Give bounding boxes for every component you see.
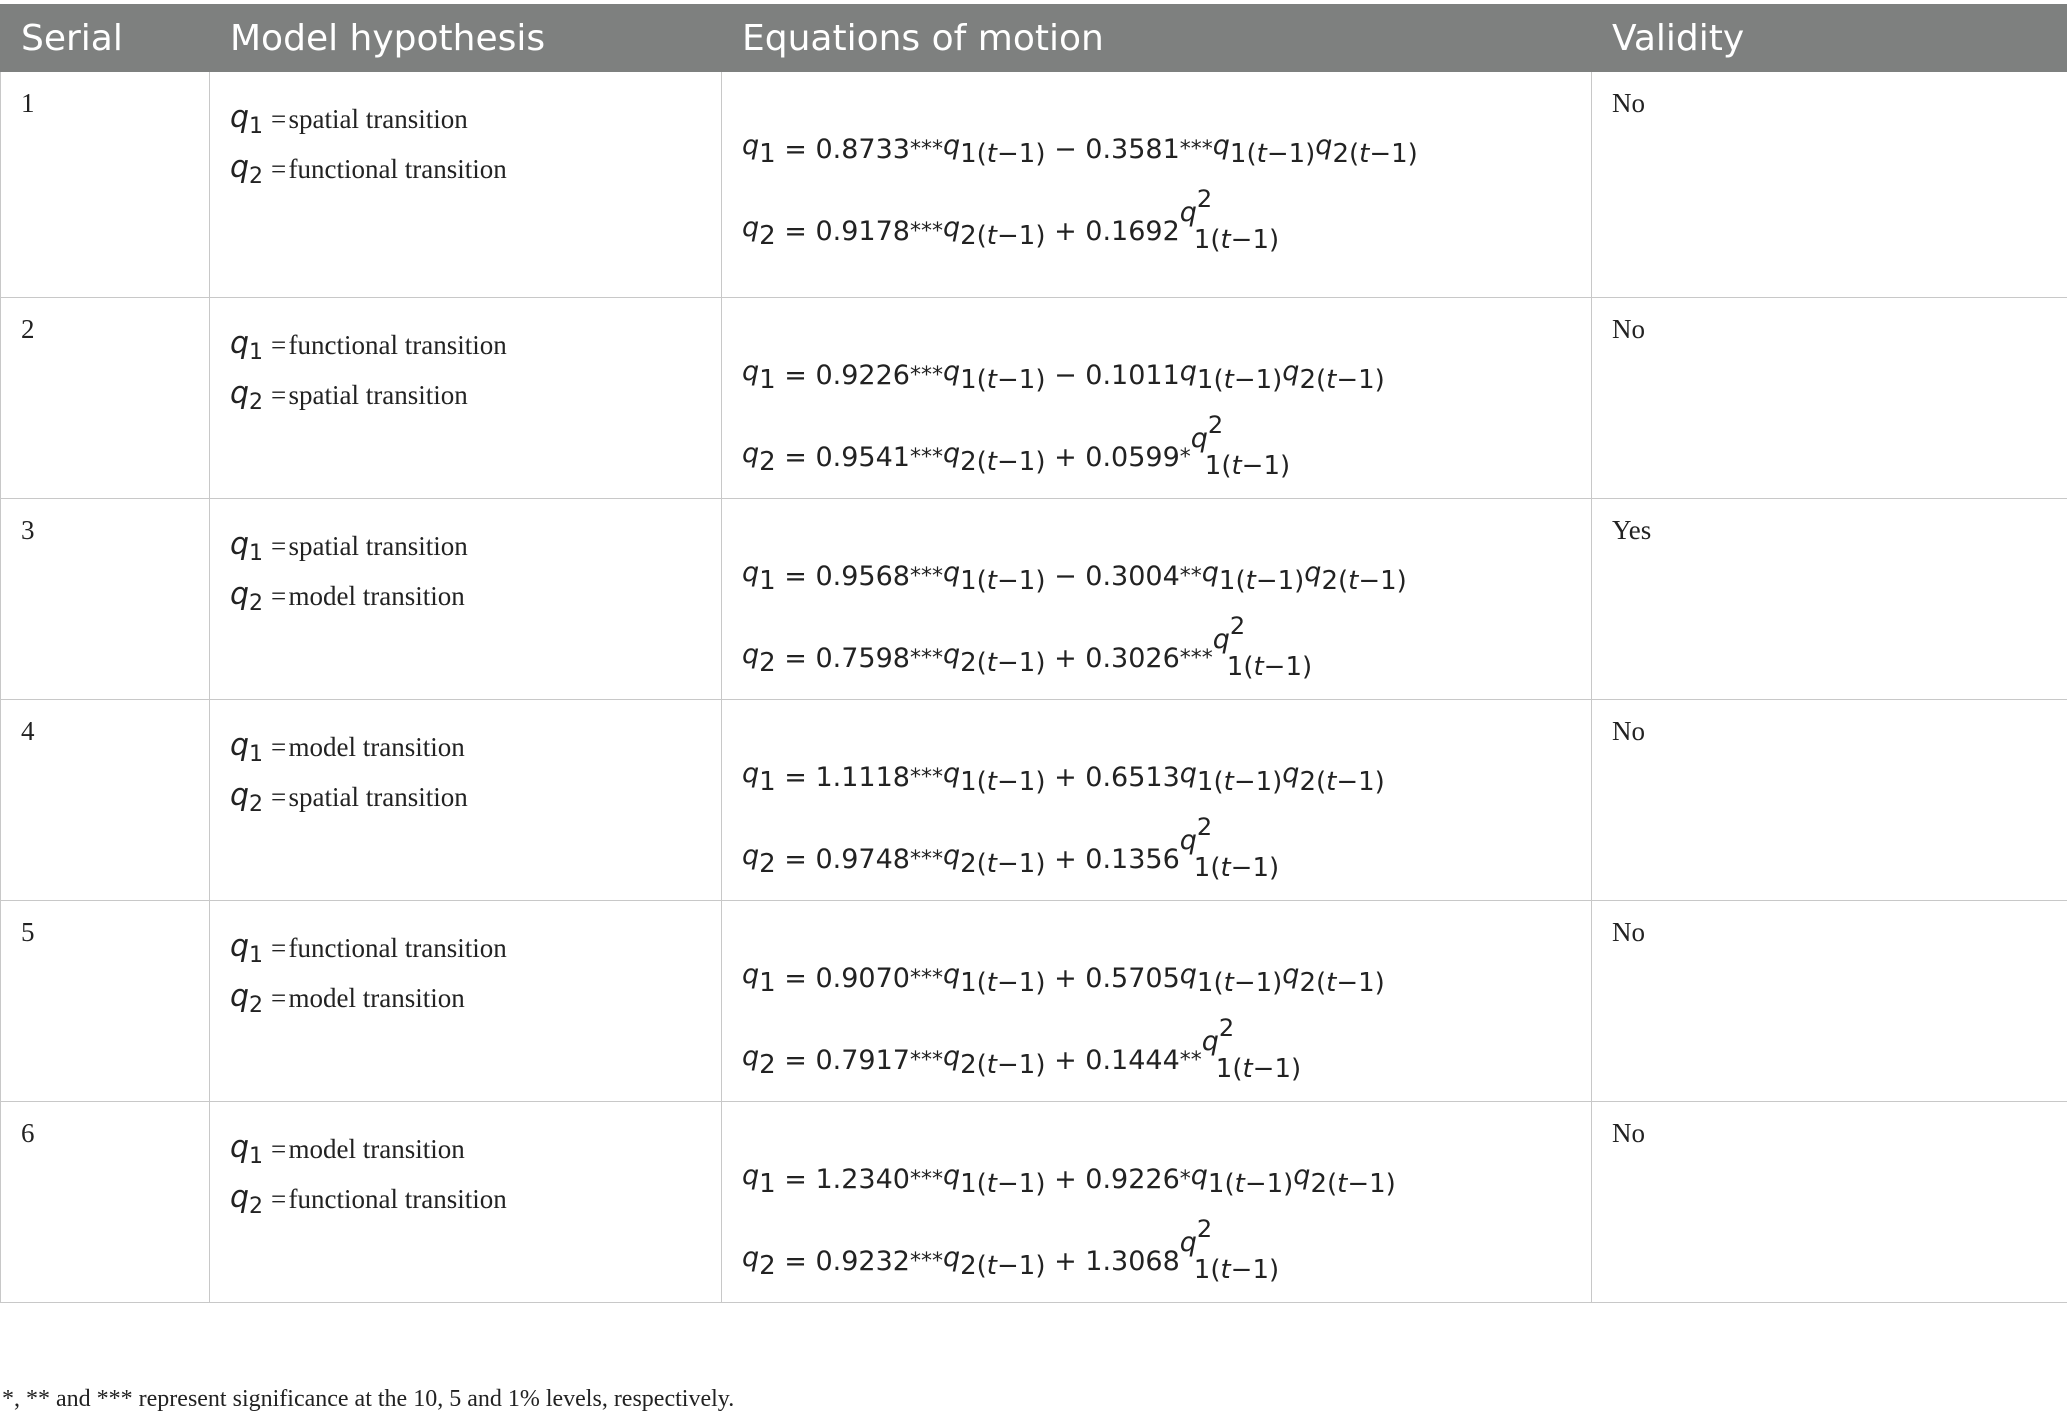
significance-stars: *** — [909, 563, 943, 589]
squared-lag-term: q2 1(t−1) — [1179, 1215, 1280, 1285]
q2-variable: $q_2$ — [230, 777, 264, 817]
coefficient: 0.9178 — [815, 215, 910, 247]
operator: + — [1054, 215, 1077, 247]
coefficient: 0.3004 — [1085, 560, 1180, 592]
header-model-hypothesis: Model hypothesis — [210, 5, 722, 72]
hypothesis-label: model transition — [288, 1133, 465, 1164]
lag-term: q1(t−1) — [942, 556, 1046, 596]
table-body — [1, 72, 2067, 1303]
coefficient: 0.9232 — [815, 1245, 910, 1277]
coefficient: 0.9568 — [815, 560, 910, 592]
lag-term: q1(t−1) — [942, 757, 1046, 797]
significance-stars: ** — [1179, 563, 1202, 589]
q2-symbol: q2 — [742, 1241, 776, 1281]
significance-stars: *** — [909, 645, 943, 671]
q2-symbol: q2 — [742, 839, 776, 879]
hypothesis-line-q1: $q_1$ = spatial transition — [230, 526, 468, 566]
coefficient: 0.6513 — [1085, 761, 1180, 793]
validity-cell: No — [1592, 700, 2067, 901]
coefficient: 1.1118 — [815, 761, 910, 793]
coefficient: 0.1692 — [1085, 215, 1180, 247]
lag-term: q1(t−1) — [1179, 757, 1283, 797]
lag-term: q2(t−1) — [942, 1241, 1046, 1281]
table-row — [1, 499, 2067, 700]
equation-q1: q1 = 0.9070 *** q1(t−1) + 0.5705 q1(t−1) q2(t−1) — [742, 958, 1385, 998]
significance-stars: *** — [909, 1248, 943, 1274]
operator: + — [1054, 761, 1077, 793]
equations-cell — [722, 1102, 1592, 1303]
table-row — [1, 1102, 2067, 1303]
motion-equations-table — [0, 4, 2067, 1303]
significance-stars: *** — [909, 1047, 943, 1073]
equations-cell — [722, 700, 1592, 901]
equation-q2: q2 = 0.9178 *** q2(t−1) + 0.1692 q2 1(t−1) — [742, 190, 1591, 272]
serial-cell: 5 — [1, 901, 210, 1102]
coefficient: 0.8733 — [815, 133, 910, 165]
lag-term: q2(t−1) — [1282, 958, 1385, 998]
q1-symbol: q1 — [742, 556, 776, 596]
serial-cell: 3 — [1, 499, 210, 700]
header-validity: Validity — [1592, 5, 2067, 72]
hypothesis-label: spatial transition — [288, 530, 468, 561]
hypothesis-line-q2: $q_2$ = spatial transition — [230, 777, 468, 817]
hypothesis-label: model transition — [288, 982, 465, 1013]
operator: − — [1054, 560, 1077, 592]
hypothesis-line-q2: $q_2$ = spatial transition — [230, 375, 468, 415]
coefficient: 0.1011 — [1085, 359, 1180, 391]
lag-term: q1(t−1) — [1190, 1159, 1294, 1199]
squared-lag-term: q2 1(t−1) — [1179, 813, 1280, 883]
lag-term: q2(t−1) — [942, 638, 1046, 678]
serial-cell: 2 — [1, 298, 210, 499]
equation-q1: q1 = 0.9568 *** q1(t−1) − 0.3004 ** q1(t−1) q2(t−1) — [742, 556, 1407, 596]
lag-term: q1(t−1) — [942, 958, 1046, 998]
validity-cell: No — [1592, 1102, 2067, 1303]
coefficient: 0.0599 — [1085, 441, 1180, 473]
hypothesis-cell — [210, 298, 722, 499]
equations-cell — [722, 298, 1592, 499]
equations-cell — [722, 901, 1592, 1102]
lag-term: q1(t−1) — [1201, 556, 1305, 596]
equation-q2: q2 = 0.9748 *** q2(t−1) + 0.1356 q2 1(t−1) — [742, 818, 1591, 900]
operator: + — [1054, 642, 1077, 674]
operator: + — [1054, 1245, 1077, 1277]
q1-symbol: q1 — [742, 1159, 776, 1199]
q1-symbol: q1 — [742, 757, 776, 797]
table-row — [1, 72, 2067, 298]
coefficient: 0.7917 — [815, 1044, 910, 1076]
q1-symbol: q1 — [742, 958, 776, 998]
equation-q2: q2 = 0.7598 *** q2(t−1) + 0.3026 *** q2 1(t−1) — [742, 617, 1591, 699]
coefficient: 0.9226 — [1085, 1163, 1180, 1195]
squared-lag-term: q2 1(t−1) — [1179, 185, 1280, 255]
coefficient: 0.5705 — [1085, 962, 1180, 994]
hypothesis-line-q2: $q_2$ = model transition — [230, 576, 465, 616]
q2-symbol: q2 — [742, 1040, 776, 1080]
hypothesis-label: functional transition — [288, 1183, 507, 1214]
table-footnote: *, ** and *** represent significance at the 10, 5 and 1% levels, respectively. — [2, 1386, 735, 1412]
hypothesis-label: spatial transition — [288, 781, 468, 812]
lag-term: q1(t−1) — [942, 129, 1046, 169]
coefficient: 0.3026 — [1085, 642, 1180, 674]
q2-variable: $q_2$ — [230, 1179, 264, 1219]
equation-q2: q2 = 0.7917 *** q2(t−1) + 0.1444 ** q2 1(t−1) — [742, 1019, 1591, 1101]
significance-stars: *** — [909, 362, 943, 388]
lag-term: q2(t−1) — [942, 437, 1046, 477]
lag-term: q1(t−1) — [942, 1159, 1046, 1199]
table-row — [1, 298, 2067, 499]
squared-lag-term: q2 1(t−1) — [1212, 612, 1313, 682]
significance-stars: *** — [909, 218, 943, 244]
q2-symbol: q2 — [742, 638, 776, 678]
lag-term: q2(t−1) — [1315, 129, 1418, 169]
coefficient: 0.7598 — [815, 642, 910, 674]
hypothesis-line-q1: $q_1$ = functional transition — [230, 325, 507, 365]
q1-variable: $q_1$ — [230, 325, 264, 365]
significance-stars: *** — [909, 1166, 943, 1192]
equation-q1: q1 = 1.1118 *** q1(t−1) + 0.6513 q1(t−1) q2(t−1) — [742, 757, 1385, 797]
q2-variable: $q_2$ — [230, 375, 264, 415]
validity-cell: No — [1592, 298, 2067, 499]
hypothesis-label: spatial transition — [288, 379, 468, 410]
lag-term: q2(t−1) — [1282, 355, 1385, 395]
operator: − — [1054, 133, 1077, 165]
serial-cell: 4 — [1, 700, 210, 901]
coefficient: 0.1356 — [1085, 843, 1180, 875]
hypothesis-label: spatial transition — [288, 103, 468, 134]
equation-q2: q2 = 0.9232 *** q2(t−1) + 1.3068 q2 1(t−1) — [742, 1220, 1591, 1302]
q2-symbol: q2 — [742, 437, 776, 477]
q2-variable: $q_2$ — [230, 576, 264, 616]
hypothesis-label: functional transition — [288, 932, 507, 963]
lag-term: q2(t−1) — [1282, 757, 1385, 797]
significance-stars: *** — [909, 846, 943, 872]
significance-stars: *** — [1179, 136, 1213, 162]
hypothesis-label: model transition — [288, 580, 465, 611]
table-row — [1, 700, 2067, 901]
lag-term: q2(t−1) — [942, 211, 1046, 251]
significance-stars: *** — [909, 136, 943, 162]
significance-stars: *** — [909, 965, 943, 991]
equation-q1: q1 = 0.9226 *** q1(t−1) − 0.1011 q1(t−1) q2(t−1) — [742, 355, 1385, 395]
serial-cell: 1 — [1, 72, 210, 298]
header-row — [1, 5, 2067, 72]
equation-q1: q1 = 0.8733 *** q1(t−1) − 0.3581 *** q1(t−1) q2(t−1) — [742, 129, 1418, 169]
hypothesis-cell — [210, 72, 722, 298]
hypothesis-cell — [210, 499, 722, 700]
significance-stars: *** — [909, 444, 943, 470]
significance-stars: ** — [1179, 1047, 1202, 1073]
lag-term: q2(t−1) — [942, 839, 1046, 879]
operator: − — [1054, 359, 1077, 391]
hypothesis-line-q1: $q_1$ = spatial transition — [230, 99, 468, 139]
coefficient: 0.9541 — [815, 441, 910, 473]
operator: + — [1054, 843, 1077, 875]
significance-stars: *** — [909, 764, 943, 790]
lag-term: q1(t−1) — [1179, 958, 1283, 998]
coefficient: 0.1444 — [1085, 1044, 1180, 1076]
q2-variable: $q_2$ — [230, 149, 264, 189]
q2-symbol: q2 — [742, 211, 776, 251]
lag-term: q2(t−1) — [1293, 1159, 1396, 1199]
hypothesis-cell — [210, 901, 722, 1102]
q1-variable: $q_1$ — [230, 928, 264, 968]
equations-cell — [722, 72, 1592, 298]
operator: + — [1054, 441, 1077, 473]
significance-stars: *** — [1179, 645, 1213, 671]
hypothesis-cell — [210, 1102, 722, 1303]
hypothesis-label: model transition — [288, 731, 465, 762]
q1-variable: $q_1$ — [230, 727, 264, 767]
lag-term: q1(t−1) — [1212, 129, 1316, 169]
coefficient: 0.9748 — [815, 843, 910, 875]
coefficient: 1.3068 — [1085, 1245, 1180, 1277]
operator: + — [1054, 1044, 1077, 1076]
operator: + — [1054, 962, 1077, 994]
squared-lag-term: q2 1(t−1) — [1190, 411, 1291, 481]
q1-symbol: q1 — [742, 355, 776, 395]
hypothesis-line-q2: $q_2$ = functional transition — [230, 1179, 507, 1219]
operator: + — [1054, 1163, 1077, 1195]
coefficient: 0.9070 — [815, 962, 910, 994]
q1-variable: $q_1$ — [230, 99, 264, 139]
coefficient: 1.2340 — [815, 1163, 910, 1195]
significance-stars: * — [1179, 444, 1191, 470]
significance-stars: * — [1179, 1166, 1191, 1192]
hypothesis-line-q1: $q_1$ = functional transition — [230, 928, 507, 968]
q1-symbol: q1 — [742, 129, 776, 169]
lag-term: q1(t−1) — [1179, 355, 1283, 395]
lag-term: q2(t−1) — [1304, 556, 1407, 596]
header-serial: Serial — [1, 5, 210, 72]
hypothesis-line-q1: $q_1$ = model transition — [230, 727, 465, 767]
q1-variable: $q_1$ — [230, 526, 264, 566]
header-equations-of-motion: Equations of motion — [722, 5, 1592, 72]
coefficient: 0.3581 — [1085, 133, 1180, 165]
equation-q1: q1 = 1.2340 *** q1(t−1) + 0.9226 * q1(t−1) q2(t−1) — [742, 1159, 1396, 1199]
hypothesis-label: functional transition — [288, 153, 507, 184]
coefficient: 0.9226 — [815, 359, 910, 391]
table-row — [1, 901, 2067, 1102]
hypothesis-cell — [210, 700, 722, 901]
equations-cell — [722, 499, 1592, 700]
validity-cell: Yes — [1592, 499, 2067, 700]
q2-variable: $q_2$ — [230, 978, 264, 1018]
hypothesis-line-q1: $q_1$ = model transition — [230, 1129, 465, 1169]
lag-term: q1(t−1) — [942, 355, 1046, 395]
q1-variable: $q_1$ — [230, 1129, 264, 1169]
validity-cell: No — [1592, 72, 2067, 298]
equation-q2: q2 = 0.9541 *** q2(t−1) + 0.0599 * q2 1(t−1) — [742, 416, 1591, 498]
hypothesis-label: functional transition — [288, 329, 507, 360]
lag-term: q2(t−1) — [942, 1040, 1046, 1080]
serial-cell: 6 — [1, 1102, 210, 1303]
validity-cell: No — [1592, 901, 2067, 1102]
hypothesis-line-q2: $q_2$ = model transition — [230, 978, 465, 1018]
hypothesis-line-q2: $q_2$ = functional transition — [230, 149, 507, 189]
squared-lag-term: q2 1(t−1) — [1201, 1014, 1302, 1084]
